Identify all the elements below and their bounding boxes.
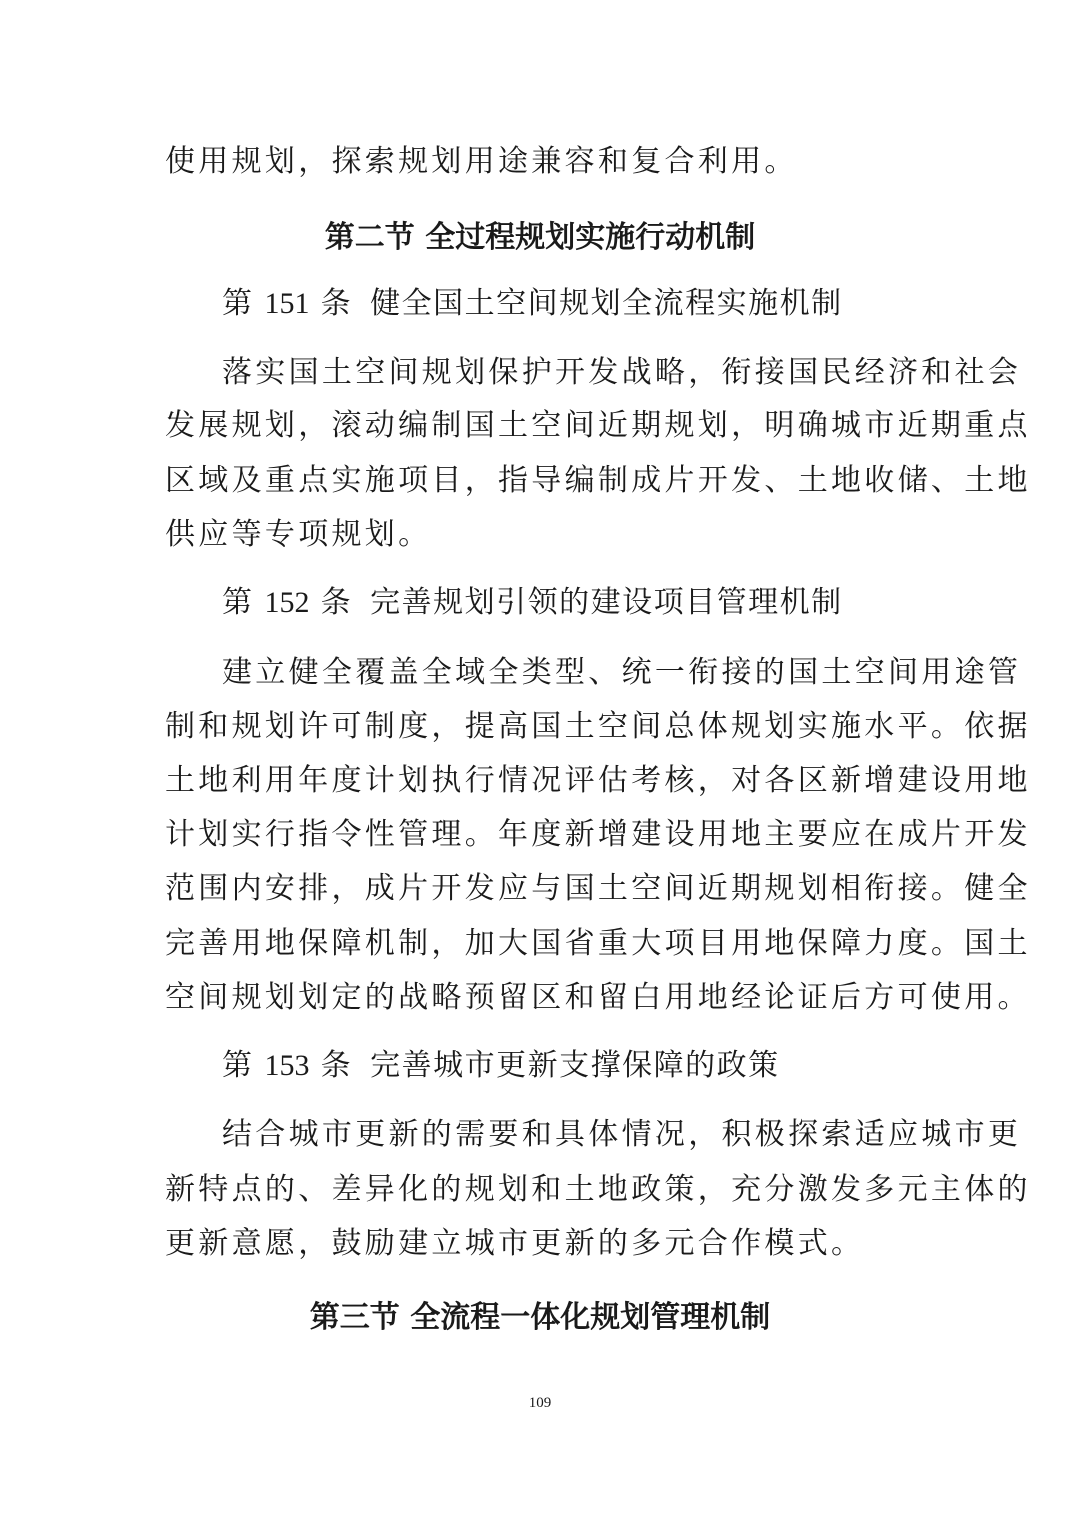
section-title: 第二节 全过程规划实施行动机制 [324, 220, 756, 255]
article-title: 健全国土空间规划全流程实施机制 [370, 286, 843, 321]
article-number: 153 [264, 1049, 310, 1082]
paragraph-line: 土地利用年度计划执行情况评估考核，对各区新增建设用地 [165, 763, 1031, 798]
paragraph-line: 结合城市更新的需要和具体情况，积极探索适应城市更 [222, 1117, 1022, 1152]
paragraph-line: 区域及重点实施项目，指导编制成片开发、土地收储、土地 [165, 463, 1031, 498]
article-heading-152 [222, 583, 843, 623]
paragraph-line: 完善用地保障机制，加大国省重大项目用地保障力度。国土 [165, 926, 1031, 961]
article-suffix: 条 [320, 286, 353, 321]
article-number: 152 [264, 586, 310, 619]
paragraph-line: 范围内安排，成片开发应与国土空间近期规划相衔接。健全 [165, 871, 1031, 906]
section-title: 第三节 全流程一体化规划管理机制 [309, 1300, 771, 1335]
paragraph-line: 制和规划许可制度，提高国土空间总体规划实施水平。依据 [165, 709, 1031, 744]
article-title: 完善城市更新支撑保障的政策 [370, 1048, 780, 1083]
paragraph-line: 供应等专项规划。 [165, 517, 432, 552]
article-heading-151 [222, 284, 843, 324]
article-number: 151 [264, 287, 310, 320]
article-suffix: 条 [320, 1048, 353, 1083]
intro-line: 使用规划，探索规划用途兼容和复合利用。 [165, 144, 798, 179]
page-number: 109 [528, 1395, 552, 1411]
paragraph-line: 落实国土空间规划保护开发战略，衔接国民经济和社会 [222, 355, 1022, 390]
article-prefix: 第 [222, 286, 254, 321]
paragraph-line: 更新意愿，鼓励建立城市更新的多元合作模式。 [165, 1226, 865, 1261]
article-prefix: 第 [222, 1048, 254, 1083]
article-title: 完善规划引领的建设项目管理机制 [370, 585, 843, 620]
paragraph-line: 新特点的、差异化的规划和土地政策，充分激发多元主体的 [165, 1172, 1031, 1207]
paragraph-line: 计划实行指令性管理。年度新增建设用地主要应在成片开发 [165, 817, 1031, 852]
article-prefix: 第 [222, 585, 254, 620]
paragraph-line: 发展规划，滚动编制国土空间近期规划，明确城市近期重点 [165, 408, 1031, 443]
article-heading-153 [222, 1046, 780, 1086]
article-suffix: 条 [320, 585, 353, 620]
paragraph-line: 空间规划划定的战略预留区和留白用地经论证后方可使用。 [165, 980, 1031, 1015]
paragraph-line: 建立健全覆盖全域全类型、统一衔接的国土空间用途管 [222, 655, 1022, 690]
